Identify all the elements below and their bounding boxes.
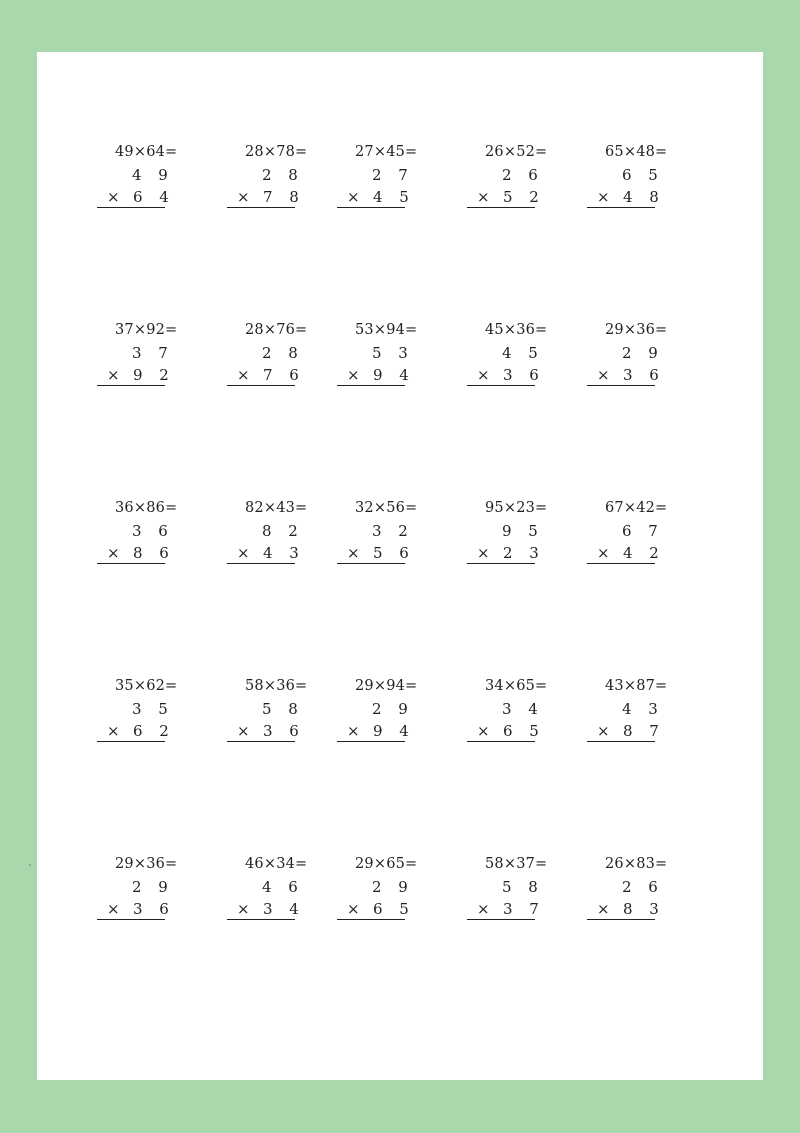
- multiplier: 9 2: [133, 366, 175, 384]
- multiplicand: 2 7: [372, 166, 414, 184]
- problem-r3-c1: [97, 500, 217, 580]
- multiplier-row: [587, 366, 665, 386]
- multiplier: 3 6: [263, 722, 305, 740]
- horizontal-equation: 43×87=: [605, 678, 668, 694]
- problem-r4-c4: [467, 678, 587, 758]
- horizontal-equation: 82×43=: [245, 500, 308, 516]
- multiplier-row: [97, 722, 175, 742]
- problem-r1-c4: [467, 144, 587, 224]
- times-sign: ×: [347, 722, 360, 740]
- multiplier-row: [337, 366, 415, 386]
- multiplier: 6 5: [503, 722, 545, 740]
- multiplier-row: [227, 544, 305, 564]
- multiplicand: 2 9: [372, 700, 414, 718]
- multiplier: 4 2: [623, 544, 665, 562]
- times-sign: ×: [477, 188, 490, 206]
- times-sign: ×: [597, 722, 610, 740]
- multiplier-row: [587, 544, 665, 564]
- problem-r3-c3: [337, 500, 457, 580]
- horizontal-equation: 53×94=: [355, 322, 418, 338]
- multiplicand: 8 2: [262, 522, 304, 540]
- multiplicand: 3 5: [132, 700, 174, 718]
- multiplier-row: [587, 722, 665, 742]
- horizontal-equation: 26×52=: [485, 144, 548, 160]
- multiplicand: 2 9: [132, 878, 174, 896]
- multiplicand: 3 4: [502, 700, 544, 718]
- multiplier: 8 7: [623, 722, 665, 740]
- times-sign: ×: [597, 366, 610, 384]
- multiplier-row: [587, 188, 665, 208]
- multiplier: 3 6: [623, 366, 665, 384]
- multiplicand: 2 6: [502, 166, 544, 184]
- multiplier: 7 6: [263, 366, 305, 384]
- problem-r1-c5: [587, 144, 707, 224]
- multiplicand: 2 9: [372, 878, 414, 896]
- multiplicand: 2 8: [262, 166, 304, 184]
- horizontal-equation: 34×65=: [485, 678, 548, 694]
- multiplier: 5 2: [503, 188, 545, 206]
- times-sign: ×: [477, 900, 490, 918]
- horizontal-equation: 26×83=: [605, 856, 668, 872]
- multiplicand: 2 6: [622, 878, 664, 896]
- times-sign: ×: [107, 188, 120, 206]
- times-sign: ×: [347, 544, 360, 562]
- problem-r4-c5: [587, 678, 707, 758]
- multiplicand: 4 5: [502, 344, 544, 362]
- multiplier-row: [227, 188, 305, 208]
- multiplier: 3 6: [503, 366, 545, 384]
- multiplier: 6 5: [373, 900, 415, 918]
- problem-r4-c1: [97, 678, 217, 758]
- problem-r5-c4: [467, 856, 587, 936]
- multiplicand: 3 2: [372, 522, 414, 540]
- times-sign: ×: [237, 188, 250, 206]
- horizontal-equation: 29×36=: [115, 856, 178, 872]
- problem-r2-c4: [467, 322, 587, 402]
- times-sign: ×: [597, 900, 610, 918]
- worksheet-page: [37, 52, 763, 1080]
- multiplicand: 6 7: [622, 522, 664, 540]
- horizontal-equation: 58×37=: [485, 856, 548, 872]
- multiplier: 9 4: [373, 366, 415, 384]
- multiplicand: 5 8: [502, 878, 544, 896]
- multiplier-row: [97, 188, 175, 208]
- times-sign: ×: [237, 544, 250, 562]
- multiplier: 3 6: [133, 900, 175, 918]
- times-sign: ×: [237, 722, 250, 740]
- multiplier-row: [227, 900, 305, 920]
- horizontal-equation: 45×36=: [485, 322, 548, 338]
- problem-r2-c3: [337, 322, 457, 402]
- horizontal-equation: 49×64=: [115, 144, 178, 160]
- multiplicand: 5 8: [262, 700, 304, 718]
- multiplier-row: [97, 544, 175, 564]
- problem-r5-c3: [337, 856, 457, 936]
- multiplier: 4 8: [623, 188, 665, 206]
- horizontal-equation: 95×23=: [485, 500, 548, 516]
- multiplicand: 4 6: [262, 878, 304, 896]
- multiplier: 7 8: [263, 188, 305, 206]
- problem-r4-c2: [227, 678, 347, 758]
- multiplier-row: [337, 722, 415, 742]
- problem-r5-c1: [97, 856, 217, 936]
- times-sign: ×: [597, 188, 610, 206]
- problem-r5-c2: [227, 856, 347, 936]
- horizontal-equation: 28×78=: [245, 144, 308, 160]
- problem-r1-c2: [227, 144, 347, 224]
- times-sign: ×: [477, 544, 490, 562]
- horizontal-equation: 29×65=: [355, 856, 418, 872]
- multiplicand: 4 3: [622, 700, 664, 718]
- times-sign: ×: [347, 188, 360, 206]
- multiplier: 4 5: [373, 188, 415, 206]
- multiplicand: 2 8: [262, 344, 304, 362]
- multiplier-row: [337, 544, 415, 564]
- problem-r1-c3: [337, 144, 457, 224]
- horizontal-equation: 35×62=: [115, 678, 178, 694]
- multiplier-row: [337, 188, 415, 208]
- multiplicand: 3 6: [132, 522, 174, 540]
- times-sign: ×: [477, 366, 490, 384]
- horizontal-equation: 46×34=: [245, 856, 308, 872]
- horizontal-equation: 37×92=: [115, 322, 178, 338]
- horizontal-equation: 29×94=: [355, 678, 418, 694]
- problem-r2-c5: [587, 322, 707, 402]
- multiplier: 3 4: [263, 900, 305, 918]
- times-sign: ×: [107, 900, 120, 918]
- multiplicand: 3 7: [132, 344, 174, 362]
- multiplier: 9 4: [373, 722, 415, 740]
- multiplier-row: [467, 900, 545, 920]
- multiplier-row: [97, 900, 175, 920]
- multiplier-row: [227, 366, 305, 386]
- multiplicand: 9 5: [502, 522, 544, 540]
- multiplier-row: [467, 544, 545, 564]
- multiplier-row: [337, 900, 415, 920]
- multiplier: 2 3: [503, 544, 545, 562]
- multiplier: 8 3: [623, 900, 665, 918]
- multiplier: 6 2: [133, 722, 175, 740]
- multiplier: 4 3: [263, 544, 305, 562]
- problem-r5-c5: [587, 856, 707, 936]
- problem-r4-c3: [337, 678, 457, 758]
- horizontal-equation: 28×76=: [245, 322, 308, 338]
- multiplier-row: [587, 900, 665, 920]
- horizontal-equation: 65×48=: [605, 144, 668, 160]
- horizontal-equation: 29×36=: [605, 322, 668, 338]
- multiplier: 6 4: [133, 188, 175, 206]
- multiplier: 5 6: [373, 544, 415, 562]
- multiplier-row: [467, 366, 545, 386]
- times-sign: ×: [347, 900, 360, 918]
- multiplier: 3 7: [503, 900, 545, 918]
- multiplicand: 2 9: [622, 344, 664, 362]
- horizontal-equation: 27×45=: [355, 144, 418, 160]
- multiplicand: 6 5: [622, 166, 664, 184]
- multiplicand: 5 3: [372, 344, 414, 362]
- times-sign: ×: [107, 722, 120, 740]
- problem-r3-c5: [587, 500, 707, 580]
- horizontal-equation: 67×42=: [605, 500, 668, 516]
- problem-r1-c1: [97, 144, 217, 224]
- times-sign: ×: [237, 366, 250, 384]
- multiplier-row: [467, 722, 545, 742]
- problem-r3-c4: [467, 500, 587, 580]
- multiplier-row: [97, 366, 175, 386]
- times-sign: ×: [597, 544, 610, 562]
- problem-r2-c1: [97, 322, 217, 402]
- times-sign: ×: [477, 722, 490, 740]
- times-sign: ×: [237, 900, 250, 918]
- horizontal-equation: 58×36=: [245, 678, 308, 694]
- problem-r3-c2: [227, 500, 347, 580]
- multiplier: 8 6: [133, 544, 175, 562]
- horizontal-equation: 32×56=: [355, 500, 418, 516]
- problem-r2-c2: [227, 322, 347, 402]
- times-sign: ×: [107, 366, 120, 384]
- times-sign: ×: [347, 366, 360, 384]
- multiplier-row: [467, 188, 545, 208]
- stray-mark: [29, 864, 31, 866]
- times-sign: ×: [107, 544, 120, 562]
- multiplier-row: [227, 722, 305, 742]
- multiplicand: 4 9: [132, 166, 174, 184]
- horizontal-equation: 36×86=: [115, 500, 178, 516]
